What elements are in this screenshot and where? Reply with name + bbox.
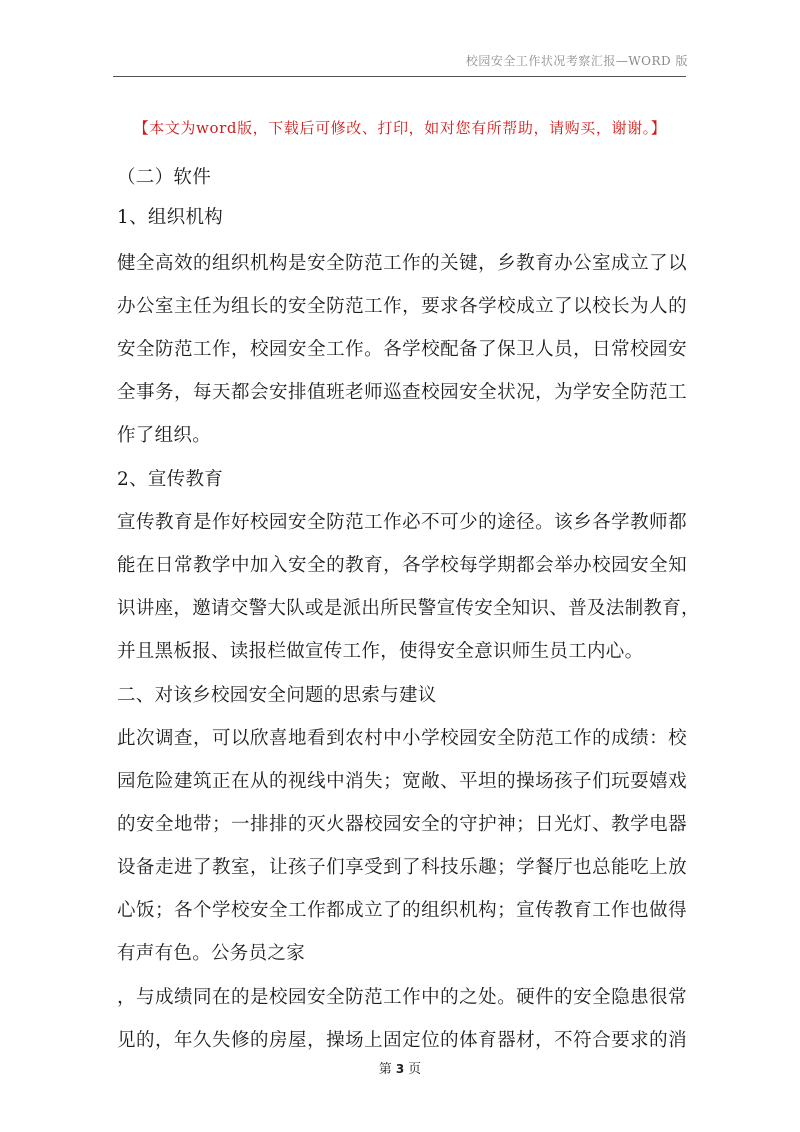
paragraph-line: 有声有色。公务员之家 (117, 943, 306, 964)
subheading: 2、宣传教育 (117, 469, 224, 490)
section-heading: （二）软件 (117, 167, 212, 188)
paragraph-line: 设备走进了教室，让孩子们享受到了科技乐趣；学餐厅也总能吃上放 (117, 857, 687, 878)
running-header: 校园安全工作状况考察汇报—WORD 版 (465, 54, 688, 68)
page-footer (0, 1058, 800, 1077)
paragraph-line: 此次调查，可以欣喜地看到农村中小学校园安全防范工作的成绩：校 (117, 728, 687, 749)
notice-banner: 【本文为word版，下载后可修改、打印，如对您有所帮助，请购买，谢谢。】 (133, 119, 667, 137)
paragraph-line: 园危险建筑正在从的视线中消失；宽敞、平坦的操场孩子们玩耍嬉戏 (117, 771, 687, 792)
paragraph-line: 能在日常教学中加入安全的教育，各学校每学期都会举办校园安全知 (117, 555, 687, 576)
paragraph-line: 识讲座，邀请交警大队或是派出所民警宣传安全知识、普及法制教育， (117, 598, 700, 619)
paragraph-line: 见的，年久失修的房屋，操场上固定位的体育器材，不符合要求的消 (117, 1030, 687, 1051)
page-suffix: 页 (408, 1062, 422, 1077)
paragraph-line: 办公室主任为组长的安全防范工作，要求各学校成立了以校长为人的 (117, 296, 687, 317)
paragraph-line: ，与成绩同在的是校园安全防范工作中的之处。硬件的安全隐患很常 (117, 987, 687, 1008)
paragraph-line: 并且黑板报、读报栏做宣传工作，使得安全意识师生员工内心。 (117, 641, 644, 662)
paragraph-line: 作了组织。 (117, 425, 212, 446)
paragraph-line: 宣传教育是作好校园安全防范工作必不可少的途径。该乡各学教师都 (117, 512, 687, 533)
section-heading: 二、对该乡校园安全问题的思索与建议 (117, 685, 437, 706)
header-divider (113, 76, 686, 77)
paragraph-line: 心饭；各个学校安全工作都成立了的组织机构；宣传教育工作也做得 (117, 900, 687, 921)
subheading: 1、组织机构 (117, 207, 224, 228)
paragraph-line: 全事务，每天都会安排值班老师巡查校园安全状况，为学安全防范工 (117, 382, 687, 403)
page-number: 3 (395, 1062, 405, 1076)
paragraph-line: 健全高效的组织机构是安全防范工作的关键，乡教育办公室成立了以 (117, 253, 687, 274)
paragraph-line: 的安全地带；一排排的灭火器校园安全的守护神；日光灯、教学电器 (117, 814, 687, 835)
page-prefix: 第 (378, 1062, 392, 1077)
paragraph-line: 安全防范工作，校园安全工作。各学校配备了保卫人员，日常校园安 (117, 339, 687, 360)
